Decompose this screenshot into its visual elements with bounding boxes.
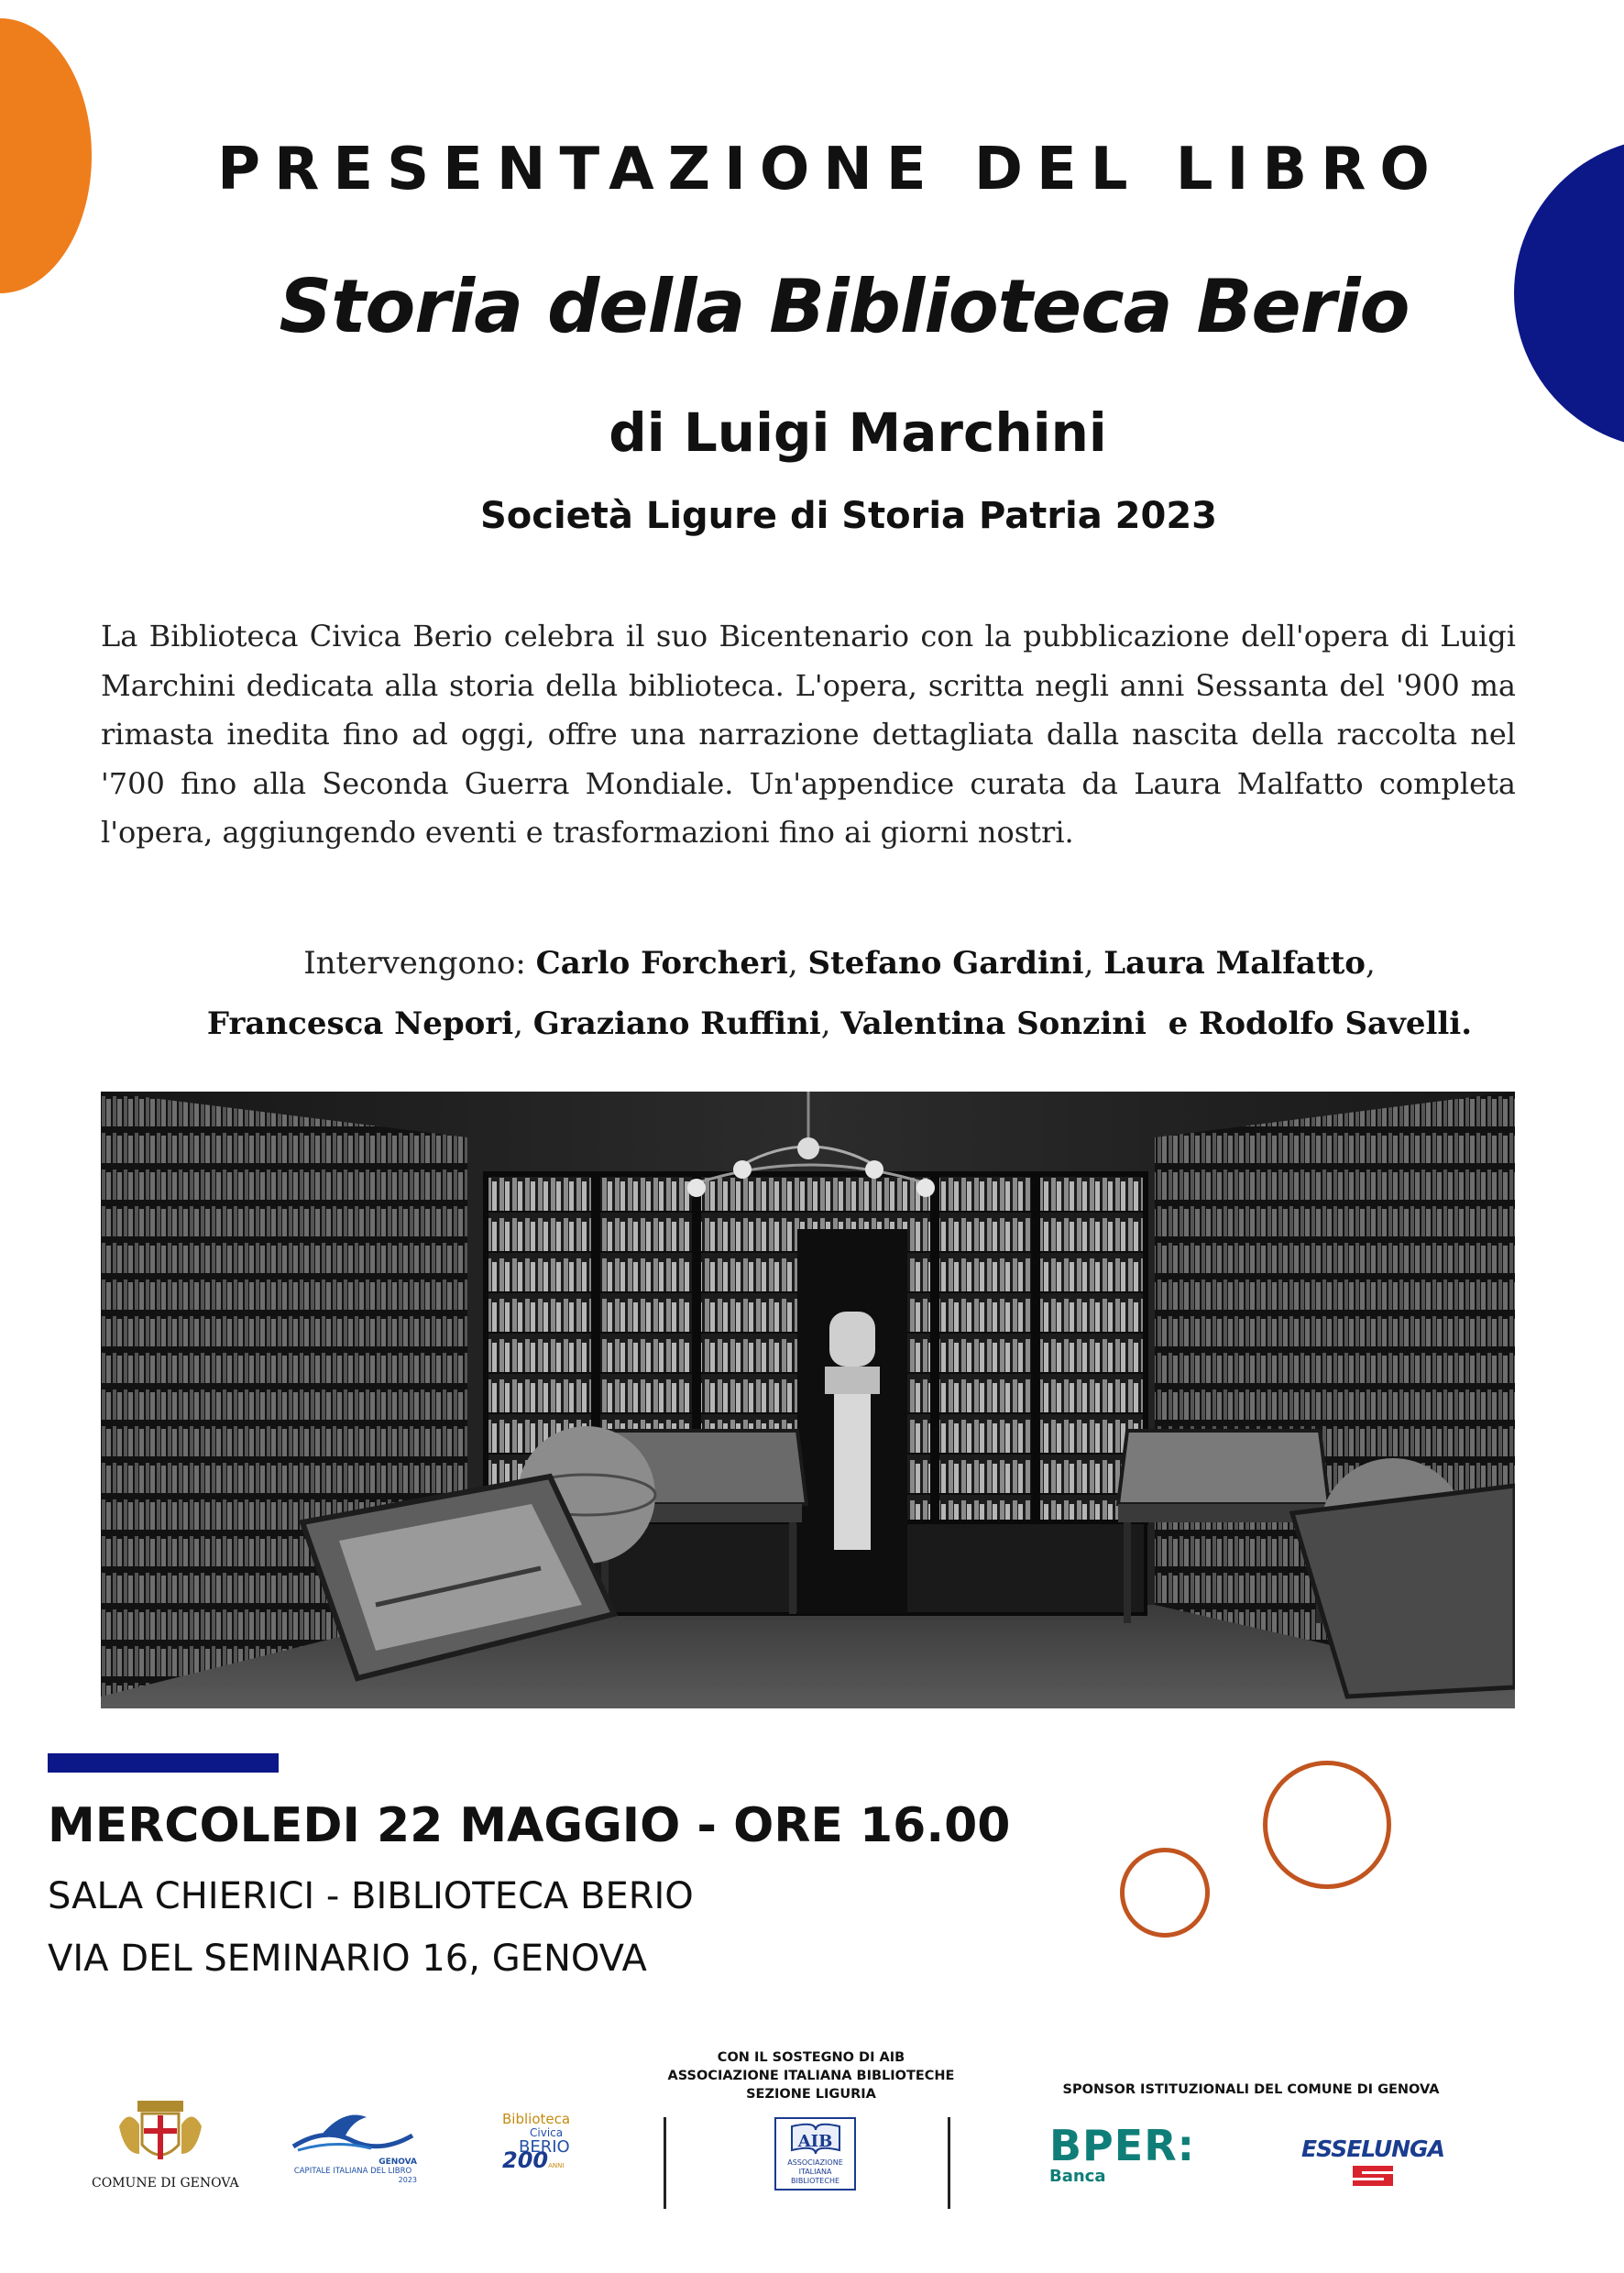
support-line-3: SEZIONE LIGURIA xyxy=(746,2087,876,2102)
event-venue: SALA CHIERICI - BIBLIOTECA BERIO xyxy=(48,1875,694,1917)
capitale-city: GENOVA xyxy=(379,2158,417,2167)
aib-line-2: ITALIANA xyxy=(798,2168,832,2176)
book-description: La Biblioteca Civica Berio celebra il suo Bicentenario con la pubblicazione dell'opera di Luigi Marchini dedicata alla storia della biblioteca. L'opera, scritta negli anni Sessanta del '900 ma rimasta inedita fino ad oggi, offre una narrazione dettagliata dalla nascita della raccolta nel '700 fino alla Seconda Guerra Mondiale. Un'appendice curata da Laura Malfatto completa l'opera, aggiungendo eventi e trasformazioni fino ai giorni nostri. xyxy=(101,619,1516,850)
speaker-name: Valentina Sonzini xyxy=(840,1005,1147,1042)
esselunga-s-icon xyxy=(1345,2162,1400,2190)
genova-capitale-libro-logo xyxy=(289,2108,417,2184)
speakers-list: Intervengono: Carlo Forcheri, Stefano Gardini, Laura Malfatto, Francesca Nepori, Graziano Ruffini, Valentina Sonzini e Rodolfo Savelli. xyxy=(206,945,1473,1042)
aib-line-3: BIBLIOTECHE xyxy=(790,2177,840,2185)
library-reading-room-photo xyxy=(101,1092,1515,1708)
accent-bar xyxy=(48,1753,279,1773)
speaker-name-last: Rodolfo Savelli. xyxy=(1199,1005,1473,1042)
bper-sub: Banca xyxy=(1049,2167,1106,2186)
esselunga-wordmark: ESSELUNGA xyxy=(1301,2136,1444,2162)
speaker-name: Laura Malfatto xyxy=(1103,945,1366,982)
event-date-time: MERCOLEDI 22 MAGGIO - ORE 16.00 xyxy=(48,1798,1011,1853)
bper-banca-logo xyxy=(1049,2121,1196,2186)
aib-logo xyxy=(774,2117,856,2191)
sponsors-title: SPONSOR ISTITUZIONALI DEL COMUNE DI GENOVA xyxy=(1062,2082,1440,2097)
berio-number: 200 xyxy=(502,2147,549,2173)
bper-mark: BPER: xyxy=(1049,2121,1196,2170)
footer-divider-right xyxy=(948,2117,950,2209)
support-credits xyxy=(642,2048,981,2103)
berio-200-logo xyxy=(502,2113,585,2173)
event-address: VIA DEL SEMINARIO 16, GENOVA xyxy=(48,1938,647,1980)
berio-line-2: Civica xyxy=(530,2126,564,2139)
speaker-name: Carlo Forcheri xyxy=(535,945,788,982)
speaker-name: Graziano Ruffini xyxy=(532,1005,821,1042)
aib-line-1: ASSOCIAZIONE xyxy=(787,2158,843,2167)
coat-of-arms-icon xyxy=(92,2099,229,2172)
support-line-1: CON IL SOSTEGNO DI AIB xyxy=(717,2050,905,2065)
esselunga-logo xyxy=(1301,2136,1444,2193)
support-line-2: ASSOCIAZIONE ITALIANA BIBLIOTECHE xyxy=(667,2069,955,2083)
aib-mark: AIB xyxy=(797,2132,833,2151)
comune-di-genova-logo xyxy=(92,2099,239,2191)
book-title: Storia della Biblioteca Berio xyxy=(279,264,1410,349)
speaker-name: Francesca Nepori xyxy=(206,1005,514,1042)
berio-line-1: Biblioteca xyxy=(502,2111,571,2127)
wave-book-icon xyxy=(289,2108,417,2154)
book-author: di Luigi Marchini xyxy=(609,401,1107,464)
footer-divider-left xyxy=(664,2117,666,2209)
speakers-joiner: e xyxy=(1146,1005,1200,1042)
poster-heading: PRESENTAZIONE DEL LIBRO xyxy=(217,136,1443,203)
book-publisher: Società Ligure di Storia Patria 2023 xyxy=(479,495,1218,537)
comune-caption: COMUNE DI GENOVA xyxy=(92,2176,239,2191)
capitale-year: 2023 xyxy=(398,2176,417,2184)
capitale-text: CAPITALE ITALIANA DEL LIBRO xyxy=(293,2167,412,2176)
rust-ring-large xyxy=(1263,1761,1391,1889)
rust-ring-small xyxy=(1120,1848,1210,1938)
speaker-name: Stefano Gardini xyxy=(807,945,1084,982)
speakers-intro: Intervengono: xyxy=(303,945,536,982)
berio-suffix: ANNI xyxy=(548,2162,565,2169)
berio-line-3: BERIO xyxy=(519,2137,570,2157)
